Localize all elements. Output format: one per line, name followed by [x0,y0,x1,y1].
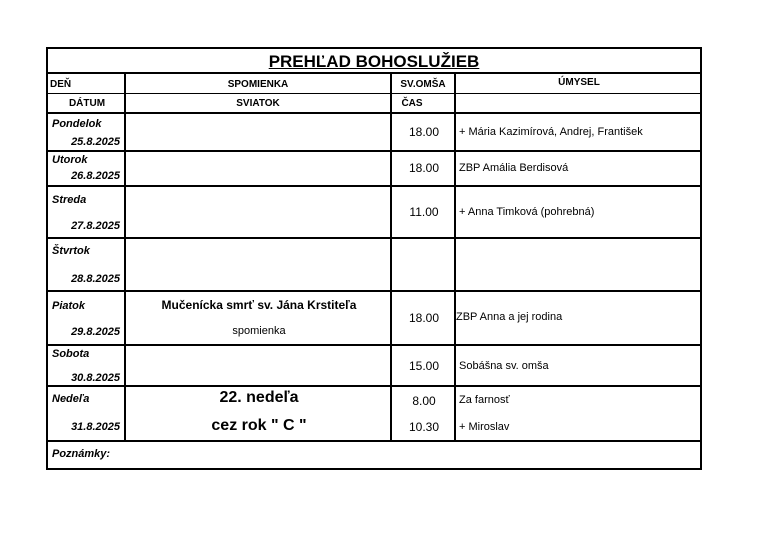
row-time: 10.30 [408,420,440,434]
row-date: 31.8.2025 [71,421,120,433]
row-divider [48,93,700,94]
row-time: 11.00 [409,205,439,219]
header-cas: ČAS [401,98,423,109]
row-intent: Sobášna sv. omša [459,360,549,372]
row-date: 26.8.2025 [71,170,120,182]
row-time: 8.00 [412,394,436,408]
header-sviatok: SVIATOK [236,98,280,109]
row-date: 28.8.2025 [71,273,120,285]
header-datum: DÁTUM [68,98,106,109]
row-divider [48,150,700,152]
row-day: Utorok [52,154,88,166]
page-title: PREHĽAD BOHOSLUŽIEB [48,49,700,74]
row-divider [48,185,700,187]
header-den: DEŇ [50,79,72,90]
row-intent: + Anna Timková (pohrebná) [459,206,595,218]
row-intent: + Miroslav [459,421,510,433]
row-date: 25.8.2025 [71,136,120,148]
row-intent: + Mária Kazimírová, Andrej, František [459,126,643,138]
row-intent: ZBP Amália Berdisová [459,162,569,174]
row-intent: ZBP Anna a jej rodina [456,311,563,323]
schedule-table [46,47,702,470]
row-divider [48,385,700,387]
row-divider [48,440,700,442]
row-time: 15.00 [408,359,440,373]
row-day: Nedeľa [52,393,90,405]
sunday-subtitle: cez rok " C " [211,417,307,434]
header-umysel: ÚMYSEL [558,77,600,88]
row-date: 27.8.2025 [71,220,120,232]
row-day: Piatok [52,300,86,312]
row-day: Sobota [52,348,90,360]
header-svomsa: SV.OMŠA [400,79,446,90]
row-divider [48,344,700,346]
row-intent: Za farnosť [459,394,510,406]
row-divider [48,112,700,114]
row-divider [48,237,700,239]
row-day: Štvrtok [52,245,90,257]
row-date: 30.8.2025 [71,372,120,384]
row-date: 29.8.2025 [71,326,120,338]
sunday-title: 22. nedeľa [219,389,299,406]
row-time: 18.00 [408,161,440,175]
notes-label: Poznámky: [52,448,111,460]
row-divider [48,290,700,292]
feast-name: Mučenícka smrť sv. Jána Krstiteľa [161,298,357,312]
row-time: 18.00 [408,311,440,325]
header-spomienka: SPOMIENKA [227,79,289,90]
row-day: Streda [52,194,87,206]
row-time: 18.00 [408,125,440,139]
row-day: Pondelok [52,118,102,130]
feast-type: spomienka [232,325,286,337]
